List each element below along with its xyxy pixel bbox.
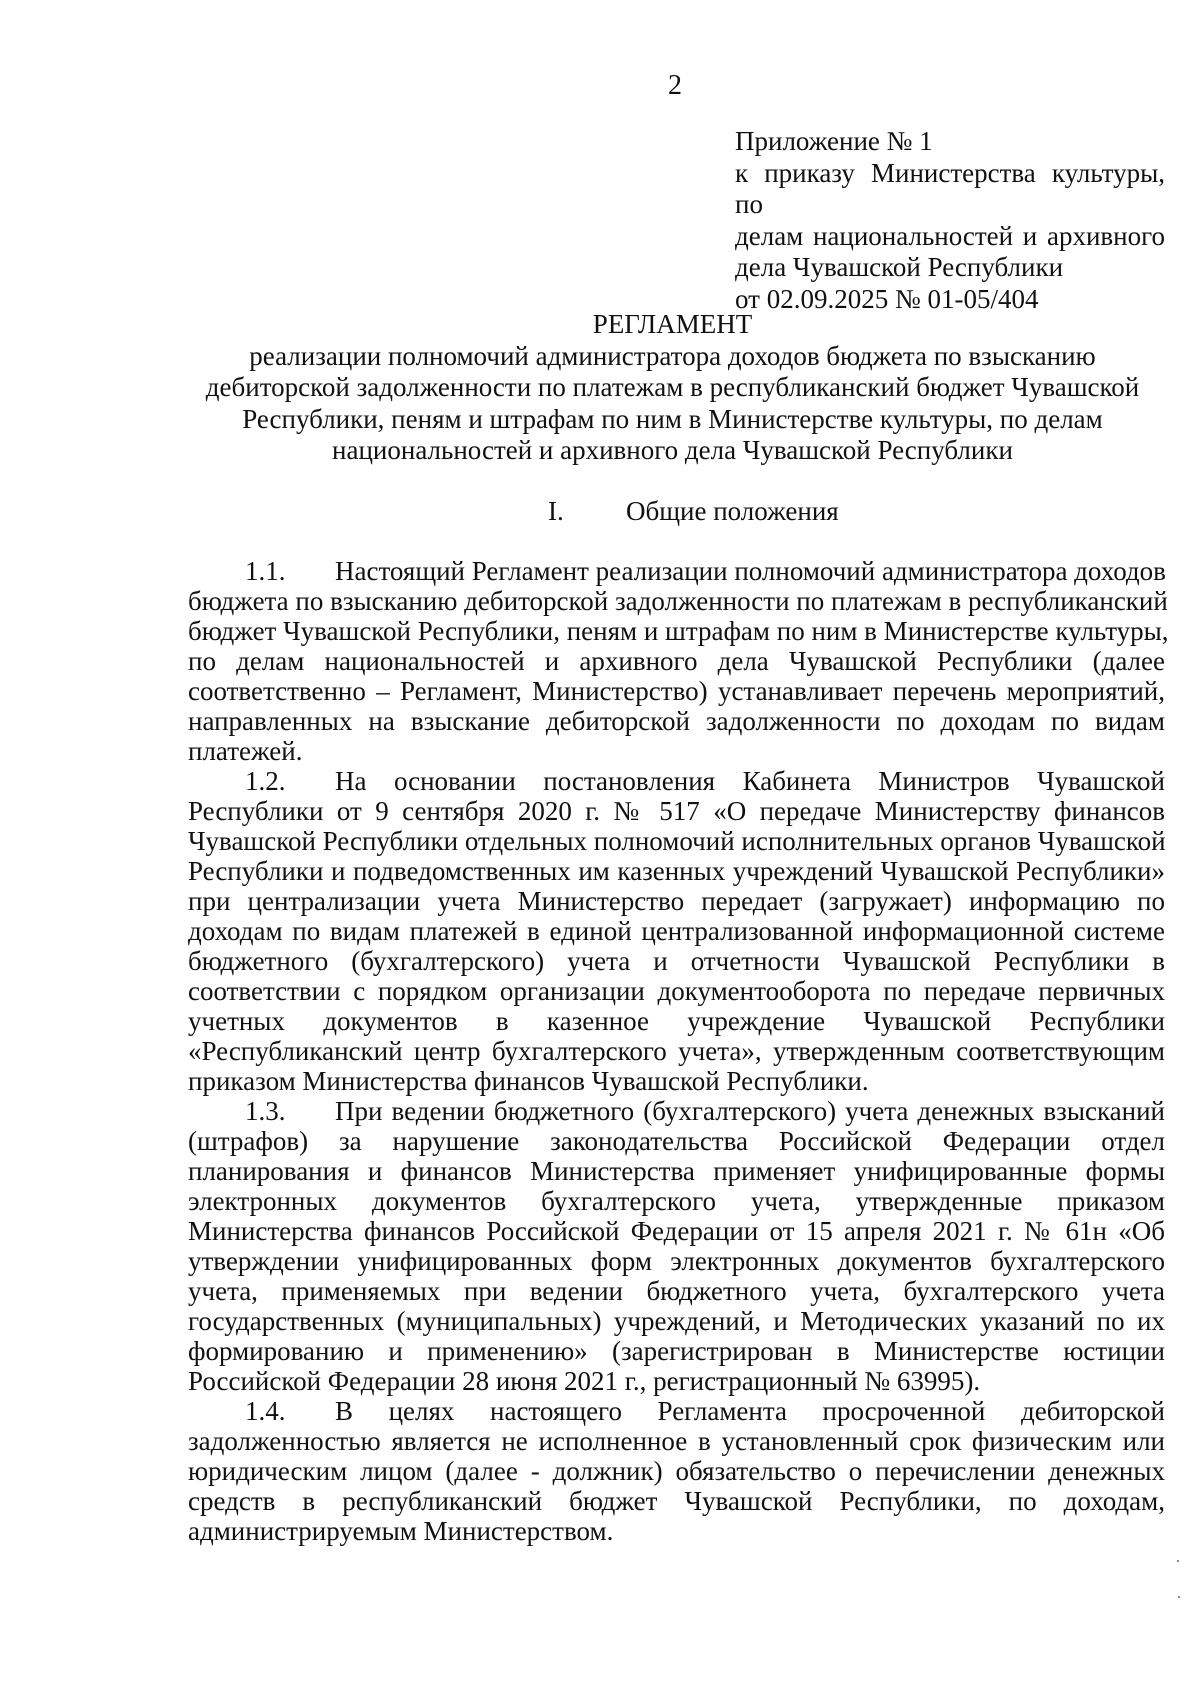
appendix-line: Приложение № 1 [735, 126, 933, 156]
paragraph-line: соответствии с порядком организации документооборота по передаче первичных [188, 976, 1165, 1006]
scan-artifact [1178, 1596, 1180, 1598]
document-subtitle-line: Республики, пеням и штрафам по ним в Министерстве культуры, по делам [242, 403, 1103, 434]
paragraph-line: соответственно – Регламент, Министерство) устанавливает перечень мероприятий, [188, 676, 1165, 706]
paragraph-line: юридическим лицом (далее - должник) обязательство о перечислении денежных [188, 1456, 1165, 1486]
paragraph-number: 1.4. [245, 1396, 286, 1426]
paragraph-line: учетных документов в казенное учреждение Чувашской Республики [188, 1006, 1165, 1036]
section-heading [548, 495, 839, 527]
paragraph-line: средств в республиканский бюджет Чувашской Республики, по доходам, [188, 1486, 1165, 1516]
paragraph-line: платежей. [188, 736, 303, 766]
paragraph-line: учета, применяемых при ведении бюджетного учета, бухгалтерского учета [188, 1276, 1165, 1306]
paragraph-line: бюджет Чувашской Республики, пеням и штрафам по ним в Министерстве культуры, [188, 616, 1169, 646]
page-number: 2 [668, 70, 682, 101]
paragraph-line: бюджета по взысканию дебиторской задолженности по платежам в республиканский [188, 586, 1168, 616]
paragraph-line: приказом Министерства финансов Чувашской Республики. [188, 1066, 869, 1096]
paragraph-text: В целях настоящего Регламента просроченной дебиторской [335, 1396, 1165, 1426]
document-title-block [150, 309, 1195, 467]
paragraph-first-line [188, 1096, 1165, 1126]
section-title: Общие положения [626, 496, 839, 526]
section-number: I. [548, 496, 564, 526]
paragraph-line: планирования и финансов Министерства применяет унифицированные формы [188, 1156, 1165, 1186]
paragraph-text: При ведении бюджетного (бухгалтерского) учета денежных взысканий [335, 1096, 1165, 1126]
paragraph-line: при централизации учета Министерство передает (загружает) информацию по [188, 886, 1165, 916]
paragraph-1-2 [188, 766, 1165, 1096]
paragraph-1-4 [188, 1396, 1165, 1546]
paragraph-line: утверждении унифицированных форм электронных документов бухгалтерского [188, 1246, 1165, 1276]
document-subtitle-line: дебиторской задолженности по платежам в республиканский бюджет Чувашской [205, 372, 1140, 402]
appendix-line: к приказу Министерства культуры, по [735, 157, 1165, 219]
document-subtitle-line: национальностей и архивного дела Чувашской Республики [332, 435, 1013, 465]
paragraph-line: Республики от 9 сентября 2020 г. № 517 «О передаче Министерству финансов [188, 796, 1165, 826]
paragraph-first-line [188, 766, 1165, 796]
paragraph-1-1 [188, 556, 1169, 766]
paragraph-number: 1.2. [245, 766, 286, 796]
appendix-line: делам национальностей и архивного [735, 220, 1165, 251]
paragraph-line: бюджетного (бухгалтерского) учета и отчетности Чувашской Республики в [188, 946, 1165, 976]
paragraph-first-line [188, 1396, 1165, 1426]
paragraph-line: по делам национальностей и архивного дела Чувашской Республики (далее [188, 646, 1165, 676]
paragraph-line: электронных документов бухгалтерского учета, утвержденные приказом [188, 1186, 1165, 1216]
scan-artifact [1177, 1560, 1179, 1562]
paragraph-line: Министерства финансов Российской Федерации от 15 апреля 2021 г. № 61н «Об [188, 1216, 1165, 1246]
paragraph-line: государственных (муниципальных) учреждений, и Методических указаний по их [188, 1306, 1165, 1336]
paragraph-text: Настоящий Регламент реализации полномочий администратора доходов [335, 556, 1166, 586]
paragraph-line: (штрафов) за нарушение законодательства Российской Федерации отдел [188, 1126, 1165, 1156]
paragraph-line: «Республиканский центр бухгалтерского учета», утвержденным соответствующим [188, 1036, 1165, 1066]
document-body [188, 556, 1169, 1546]
paragraph-line: Республики и подведомственных им казенных учреждений Чувашской Республики» [188, 856, 1165, 886]
paragraph-line: направленных на взыскание дебиторской задолженности по доходам по видам [188, 706, 1165, 736]
paragraph-line: задолженностью является не исполненное в установленный срок физическим или [188, 1426, 1165, 1456]
paragraph-1-3 [188, 1096, 1165, 1396]
paragraph-number: 1.3. [245, 1096, 286, 1126]
paragraph-line: доходам по видам платежей в единой централизованной информационной системе [188, 916, 1165, 946]
paragraph-text: На основании постановления Кабинета Министров Чувашской [335, 766, 1165, 796]
paragraph-first-line [188, 556, 1165, 586]
paragraph-number: 1.1. [245, 556, 286, 586]
paragraph-line: Российской Федерации 28 июня 2021 г., регистрационный № 63995). [188, 1366, 981, 1396]
appendix-line: дела Чувашской Республики [735, 252, 1064, 282]
paragraph-line: администрируемым Министерством. [188, 1516, 614, 1546]
document-subtitle-line: реализации полномочий администратора доходов бюджета по взысканию [249, 340, 1096, 371]
document-title: РЕГЛАМЕНТ [592, 309, 753, 339]
appendix-block [735, 126, 1165, 315]
paragraph-line: Чувашской Республики отдельных полномочий исполнительных органов Чувашской [188, 826, 1166, 856]
appendix-line: от 02.09.2025 № 01-05/404 [735, 283, 1039, 314]
paragraph-line: формированию и применению» (зарегистрирован в Министерстве юстиции [188, 1336, 1165, 1366]
